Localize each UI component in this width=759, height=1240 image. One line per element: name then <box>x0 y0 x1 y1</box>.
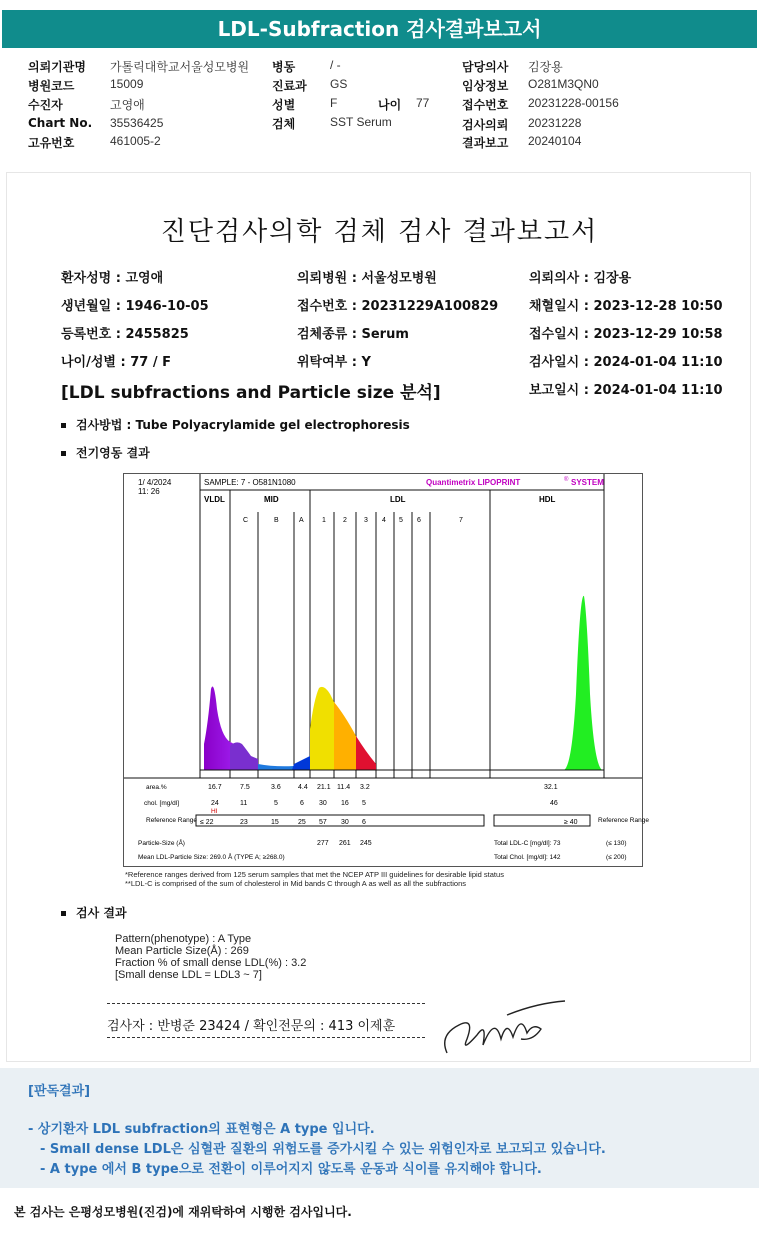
sub-label: 4 <box>382 517 386 524</box>
signature-top-rule <box>107 1003 425 1004</box>
chart-brand-suffix: SYSTEM <box>571 478 604 487</box>
chol-ldl3: 5 <box>362 800 366 807</box>
area-mid-c: 7.5 <box>240 784 250 791</box>
sub-label: 5 <box>399 517 403 524</box>
meta-value: 35536425 <box>110 116 164 130</box>
bullet-icon <box>61 451 66 456</box>
band-mid: MID <box>264 495 279 504</box>
area-mid-a: 4.4 <box>298 784 308 791</box>
chart-time: 11: 26 <box>138 487 160 496</box>
lipoprint-svg <box>124 474 649 866</box>
area-ldl1: 21.1 <box>317 784 331 791</box>
electro-heading-text: 전기영동 결과 <box>76 446 150 460</box>
meta-label: 성별 <box>272 98 296 112</box>
meta-value: 20231228-00156 <box>528 96 619 110</box>
sub-label: 7 <box>459 517 463 524</box>
accession-number: 접수번호 : 20231229A100829 <box>297 299 499 314</box>
patient-name: 환자성명 : 고영애 <box>61 271 164 286</box>
chol-mid-a: 6 <box>300 800 304 807</box>
result-line: Fraction % of small dense LDL(%) : 3.2 <box>115 957 307 969</box>
meta-label: 병동 <box>272 60 296 74</box>
area-mid-b: 3.6 <box>271 784 281 791</box>
area-vldl: 16.7 <box>208 784 222 791</box>
signature-bottom-rule <box>107 1037 425 1038</box>
meta-label: 검사의뢰 <box>462 118 509 132</box>
referring-hospital: 의뢰병원 : 서울성모병원 <box>297 271 437 286</box>
interpretation-line: - A type 에서 B type으로 전환이 이루어지지 않도록 운동과 식이를 유지해야 합니다. <box>40 1162 542 1177</box>
meta-label: 나이 <box>378 98 402 112</box>
scanned-report <box>6 172 751 1062</box>
total-ldl: Total LDL-C [mg/dl]: 73 <box>494 840 561 847</box>
bullet-icon <box>61 423 66 428</box>
meta-value: 20231228 <box>528 116 582 130</box>
chart-footnotes <box>125 870 504 888</box>
interpretation-line: - 상기환자 LDL subfraction의 표현형은 A type 입니다. <box>28 1122 375 1137</box>
meta-value: 김장용 <box>528 60 563 74</box>
ref-mid-c: 23 <box>240 819 248 826</box>
band-vldl: VLDL <box>204 495 225 504</box>
lipoprint-chart <box>123 473 649 867</box>
meta-value: 77 <box>416 96 430 110</box>
sub-label: 2 <box>343 517 347 524</box>
chol-mid-c: 11 <box>240 800 248 807</box>
ref-label-left <box>146 817 197 824</box>
meta-value: 15009 <box>110 77 144 91</box>
interpretation-section <box>0 1068 759 1188</box>
footnote: **LDL-C is comprised of the sum of cholesterol in Mid bands C through A as well as all the subfractions <box>125 879 467 888</box>
meta-label: Chart No. <box>28 116 93 130</box>
chol-hdl: 46 <box>550 800 558 807</box>
referring-doctor: 의뢰의사 : 김장용 <box>529 271 632 286</box>
ref-mid-a: 25 <box>298 819 306 826</box>
report-time: 보고일시 : 2024-01-04 11:10 <box>529 383 723 398</box>
meta-label: 의뢰기관명 <box>28 60 86 74</box>
ref-vldl: ≤ 22 <box>200 819 214 826</box>
registration-number: 등록번호 : 2455825 <box>61 327 189 342</box>
chart-sample: SAMPLE: 7 - O581N1080 <box>204 478 296 487</box>
meta-value: 20240104 <box>528 134 582 148</box>
ldl3-peak <box>356 736 376 770</box>
chol-ldl1: 30 <box>319 800 327 807</box>
ref-ldl2: 30 <box>341 819 349 826</box>
sub-label: A <box>299 517 304 524</box>
interpretation-line: - Small dense LDL은 심혈관 질환의 위험도를 증가시킬 수 있는 위험인자로 보고되고 있습니다. <box>40 1142 606 1157</box>
report-title: 진단검사의학 검체 검사 결과보고서 <box>160 217 599 247</box>
meta-value: 가톨릭대학교서울성모병원 <box>110 60 250 74</box>
receipt-time: 접수일시 : 2023-12-29 10:58 <box>529 327 723 342</box>
meta-value: GS <box>330 77 348 91</box>
result-line: [Small dense LDL = LDL3 ~ 7] <box>115 969 262 981</box>
meta-label: 결과보고 <box>462 136 509 150</box>
footnote: *Reference ranges derived from 125 serum samples that met the NCEP ATP III guidelines for desirable lipid status <box>125 870 504 879</box>
method-line <box>61 416 410 433</box>
sub-label: C <box>243 517 249 524</box>
area-ldl2: 11.4 <box>337 784 351 791</box>
meta-label: 검체 <box>272 117 296 131</box>
total-chol-ref: (≤ 200) <box>606 854 627 861</box>
bullet-icon <box>61 911 66 916</box>
ref-label-right: Reference Range <box>598 817 649 824</box>
area-ldl3: 3.2 <box>360 784 370 791</box>
result-block <box>115 933 306 981</box>
hdl-peak <box>564 596 602 770</box>
meta-value: / - <box>330 58 341 72</box>
specimen-type: 검체종류 : Serum <box>297 327 409 342</box>
area-hdl: 32.1 <box>544 784 558 791</box>
analysis-subtitle: [LDL subfractions and Particle size 분석] <box>61 383 441 403</box>
ref-hdl: ≥ 40 <box>564 819 578 826</box>
mid-b-peak <box>258 764 294 770</box>
meta-label: 담당의사 <box>462 60 509 74</box>
particle-ldl1: 277 <box>317 840 329 847</box>
meta-value: SST Serum <box>330 115 392 129</box>
mid-a-peak <box>292 756 310 770</box>
chart-date: 1/ 4/2024 <box>138 478 172 487</box>
method-text: 검사방법 : Tube Polyacrylamide gel electrophoresis <box>76 418 410 432</box>
result-heading <box>61 904 127 921</box>
meta-label: 수진자 <box>28 98 63 112</box>
total-ldl-ref: (≤ 130) <box>606 840 627 847</box>
sub-label: 3 <box>364 517 368 524</box>
signature-line: 검사자 : 반병준 23424 / 확인전문의 : 413 이제훈 <box>107 1019 396 1034</box>
meta-label: 진료과 <box>272 79 307 93</box>
meta-label: 병원코드 <box>28 79 75 93</box>
total-chol: Total Chol. [mg/dl]: 142 <box>494 854 561 861</box>
ref-ldl1: 57 <box>319 819 327 826</box>
row-chol-label: chol. [mg/dl] <box>144 800 180 807</box>
meta-value: O281M3QN0 <box>528 77 599 91</box>
meta-label: 임상정보 <box>462 79 509 93</box>
result-line: Mean Particle Size(Å) : 269 <box>115 945 249 957</box>
chart-brand: Quantimetrix LIPOPRINT <box>426 478 521 487</box>
particle-ldl2: 261 <box>339 840 351 847</box>
result-line: Pattern(phenotype) : A Type <box>115 933 252 945</box>
outsourcing-note: 본 검사는 은평성모병원(진검)에 재위탁하여 시행한 검사입니다. <box>14 1205 352 1219</box>
electro-heading <box>61 444 150 461</box>
chol-hi-flag: HI <box>211 808 218 815</box>
band-hdl: HDL <box>539 495 556 504</box>
sub-label: B <box>274 517 279 524</box>
meta-label: 고유번호 <box>28 136 75 150</box>
mid-c-peak <box>230 742 258 770</box>
mean-particle-size: Mean LDL-Particle Size: 269.0 Å (TYPE A; ≥268.0) <box>138 854 285 861</box>
handwritten-signature-icon <box>437 995 577 1061</box>
meta-label: 접수번호 <box>462 98 509 112</box>
ldl2-peak <box>334 702 356 770</box>
outsourced-flag: 위탁여부 : Y <box>297 355 371 370</box>
registered-icon: ® <box>564 477 569 483</box>
particle-ldl3: 245 <box>360 840 372 847</box>
report-header-title: LDL-Subfraction 검사결과보고서 <box>2 10 757 48</box>
birth-date: 생년월일 : 1946-10-05 <box>61 299 209 314</box>
row-area-label: area.% <box>146 784 167 791</box>
age-sex: 나이/성별 : 77 / F <box>61 355 172 370</box>
meta-value: 461005-2 <box>110 134 161 148</box>
band-ldl: LDL <box>390 495 406 504</box>
collection-time: 채혈일시 : 2023-12-28 10:50 <box>529 299 723 314</box>
sub-label: 1 <box>322 517 326 524</box>
meta-value: 고영애 <box>110 98 145 112</box>
chol-mid-b: 5 <box>274 800 278 807</box>
ref-mid-b: 15 <box>271 819 279 826</box>
chol-ldl2: 16 <box>341 800 349 807</box>
interpretation-label: [판독결과] <box>28 1084 91 1099</box>
particle-size-label: Particle-Size (Å) <box>138 840 185 847</box>
meta-value: F <box>330 96 338 110</box>
chol-vldl: 24 <box>211 800 219 807</box>
result-heading-text: 검사 결과 <box>76 906 127 920</box>
sub-label: 6 <box>417 517 421 524</box>
test-time: 검사일시 : 2024-01-04 11:10 <box>529 355 723 370</box>
ref-label-text: Reference Range <box>146 817 197 824</box>
patient-metadata <box>0 54 759 154</box>
ldl1-peak <box>310 687 334 770</box>
ref-ldl3: 6 <box>362 819 366 826</box>
